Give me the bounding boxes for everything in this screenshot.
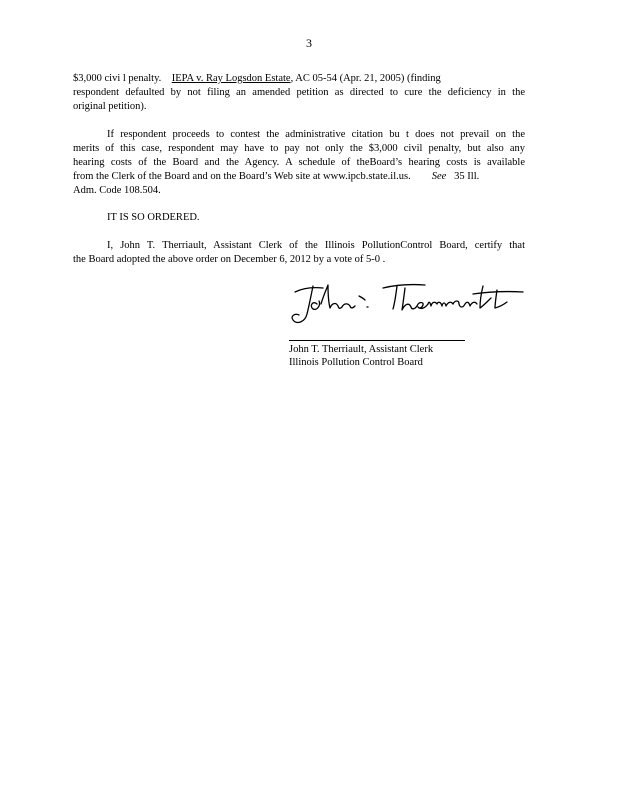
website-text: from the Clerk of the Board and on the Board’s Web site at www.ipcb.state.il.us. — [73, 171, 411, 182]
certification-paragraph — [73, 239, 525, 267]
penalty-line-2: respondent defaulted by not filing an amended petition as directed to cure the deficiency in the — [73, 87, 525, 98]
costs-line-2: merits of this case, respondent may have to pay not only the $3,000 civil penalty, but also any — [73, 143, 525, 154]
costs-line-4 — [73, 170, 525, 184]
costs-line-5: Adm. Code 108.504. — [73, 185, 161, 196]
case-citation-detail: , AC 05-54 (Apr. 21, 2005) (finding — [290, 73, 441, 84]
signature-line — [289, 340, 465, 341]
signer-organization: Illinois Pollution Control Board — [289, 357, 423, 368]
costs-line-3: hearing costs of the Board and the Agency. A schedule of theBoard’s hearing costs is available — [73, 157, 525, 168]
case-citation: IEPA v. Ray Logsdon Estate — [171, 73, 291, 84]
penalty-text: $3,000 civi l penalty. — [73, 73, 162, 84]
signer-name-title: John T. Therriault, Assistant Clerk — [289, 344, 434, 355]
handwritten-signature — [287, 280, 527, 330]
penalty-paragraph — [73, 72, 525, 114]
code-citation: 35 Ill. — [454, 171, 480, 182]
penalty-line-3: original petition). — [73, 101, 147, 112]
certify-line-2: the Board adopted the above order on December 6, 2012 by a vote of 5-0 . — [73, 254, 386, 265]
hearing-costs-paragraph — [73, 128, 525, 198]
ordered-paragraph — [73, 211, 525, 225]
penalty-line-1 — [73, 72, 525, 86]
see-signal: See — [431, 171, 447, 182]
signature-graphic — [287, 280, 527, 330]
certify-line-1: I, John T. Therriault, Assistant Clerk of the Illinois PollutionControl Board, certify that — [107, 240, 525, 251]
costs-line-1: If respondent proceeds to contest the administrative citation bu t does not prevail on the — [107, 129, 525, 140]
page-number: 3 — [306, 36, 312, 50]
signature-block — [289, 343, 433, 369]
ordered-line: IT IS SO ORDERED. — [107, 212, 200, 223]
